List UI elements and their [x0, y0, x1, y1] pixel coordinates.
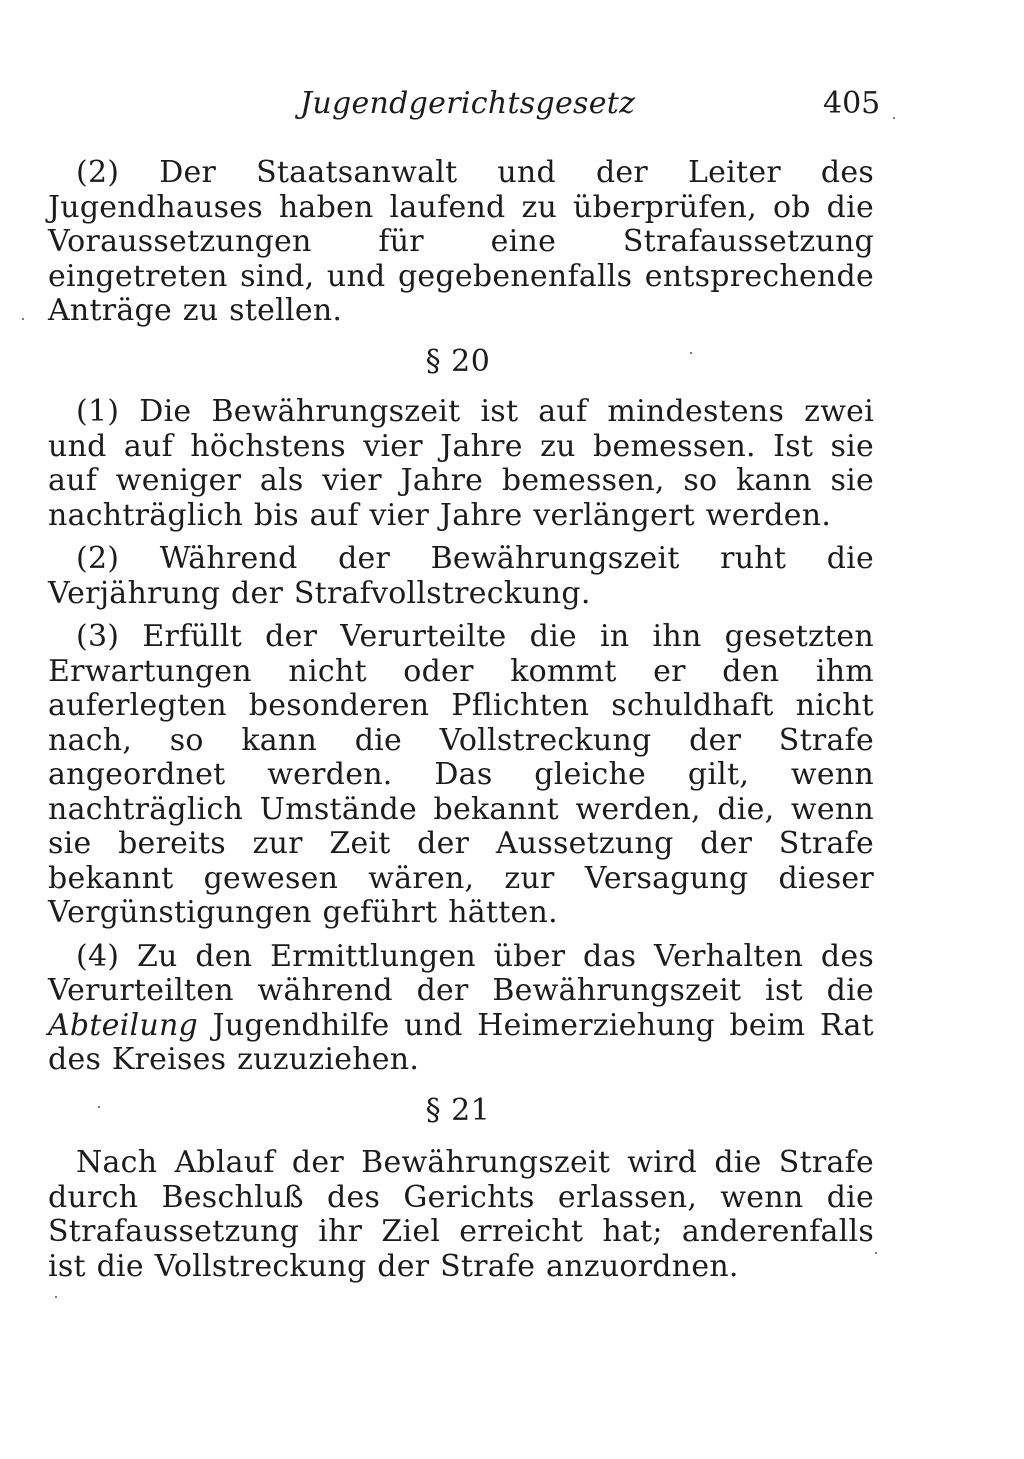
paragraph-20-4: [48, 940, 874, 1078]
paragraph-20-3: (3) Erfüllt der Verurteilte die in ihn gesetzten Erwartungen nicht oder kommt er den ihm auferlegten besonderen Pflichten schuldhaft nicht nach, so kann die Vollstreckung der Strafe angeordnet werden. Das gleiche gilt, wenn nachträglich Umstände bekannt werden, die, wenn sie bereits zur Zeit der Aussetzung der Strafe bekannt gewesen wären, zur Versagung dieser Vergünstigungen geführt hätten.: [48, 619, 874, 930]
scan-speck: [875, 1252, 877, 1254]
paragraph-20-2: (2) Während der Bewährungszeit ruht die Verjährung der Strafvollstreckung.: [48, 541, 874, 611]
section-heading-21: § 21: [425, 1093, 491, 1128]
paragraph-20-1: (1) Die Bewährungszeit ist auf mindestens zwei und auf höchstens vier Jahre zu bemessen. Ist sie auf weniger als vier Jahre bemessen, so kann sie nachträglich bis auf vier Jahre verlängert werden.: [48, 394, 874, 533]
scan-speck: [22, 318, 24, 320]
section-21-body: [48, 1146, 874, 1284]
page-number: 405: [823, 86, 881, 121]
running-title: Jugendgerichtsgesetz: [300, 86, 636, 121]
paragraph-21: Nach Ablauf der Bewährungszeit wird die Strafe durch Beschluß des Gerichts erlassen, wenn die Strafaussetzung ihr Ziel erreicht hat; anderenfalls ist die Vollstreckung der Strafe anzuordnen.: [48, 1145, 874, 1284]
paragraph-20-4-start: (4) Zu den Ermittlungen über das Verhalten des Verurteilten während der Bewährungszeit ist die: [48, 938, 874, 1008]
paragraph-20-4-end: Jugendhilfe und Heimerziehung beim Rat des Kreises zuzuziehen.: [48, 1007, 874, 1077]
scan-speck: [893, 117, 895, 119]
scan-speck: [55, 1296, 57, 1298]
section-heading-20: § 20: [425, 344, 491, 379]
scan-speck: [690, 352, 692, 354]
paragraph-19-2: (2) Der Staatsanwalt und der Leiter des Jugendhauses haben laufend zu überprüfen, ob die Voraussetzungen für eine Strafaussetzung eingetreten sind, und gegebenenfalls entsprechende Anträge zu stellen.: [48, 155, 874, 328]
section-19-tail: [48, 156, 874, 329]
scan-speck: [98, 1106, 100, 1108]
paragraph-20-4-emphasis: Abteilung: [48, 1007, 198, 1043]
section-20-body: [48, 395, 874, 1078]
